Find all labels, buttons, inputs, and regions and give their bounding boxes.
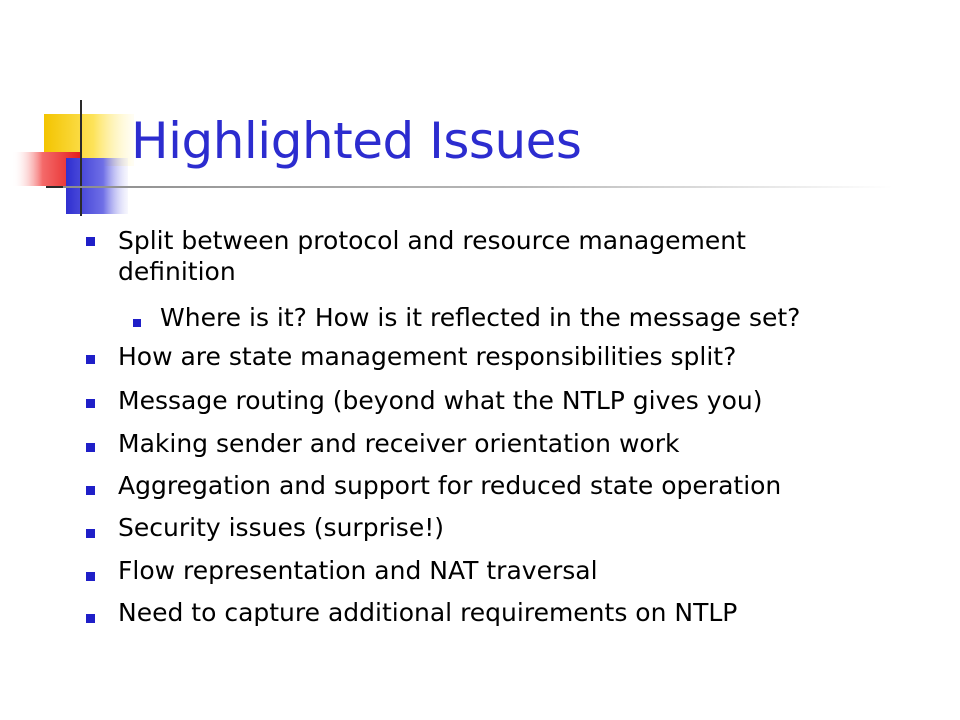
sub-bullet-marker-icon: [133, 319, 141, 327]
bullet-text: Split between protocol and resource management: [118, 226, 746, 255]
bullet-marker-icon: [86, 399, 95, 408]
bullet-marker-icon: [86, 486, 95, 495]
bullet-text: How are state management responsibilities split?: [118, 342, 737, 371]
bullet-text: Message routing (beyond what the NTLP gives you): [118, 386, 763, 415]
bullet-text: Aggregation and support for reduced state operation: [118, 471, 782, 500]
bullet-marker-icon: [86, 529, 95, 538]
bullet-marker-icon: [86, 237, 95, 246]
bullet-marker-icon: [86, 443, 95, 452]
bullet-text: Need to capture additional requirements on NTLP: [118, 598, 738, 627]
bullet-text: Flow representation and NAT traversal: [118, 556, 598, 585]
bullet-marker-icon: [86, 355, 95, 364]
slide-title: Highlighted Issues: [131, 112, 582, 170]
bullet-text: definition: [118, 257, 236, 286]
bullet-marker-icon: [86, 614, 95, 623]
sub-bullet-text: Where is it? How is it reflected in the message set?: [160, 303, 801, 332]
bullet-text: Security issues (surprise!): [118, 513, 444, 542]
bullet-text: Making sender and receiver orientation work: [118, 429, 680, 458]
bullet-marker-icon: [86, 572, 95, 581]
